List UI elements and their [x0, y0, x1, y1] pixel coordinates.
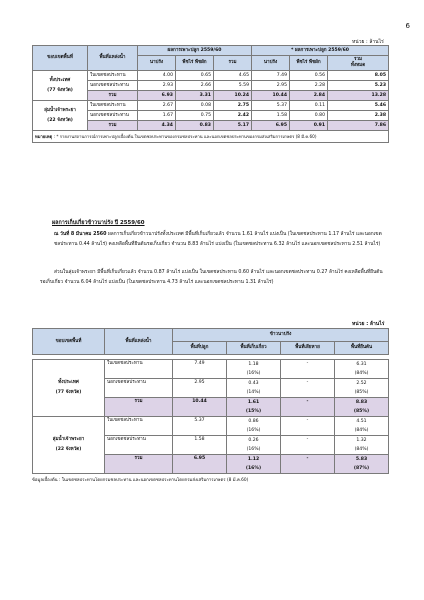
table2-source: ข้อมูลเบื้องต้น : ในเขตชลประทานโดยกรมชลประทาน และนอกเขตชลประทานโดยกรมส่งเสริมการเกษตร (8 มี.ค.60)	[32, 478, 249, 483]
cell: 6.93	[138, 91, 176, 101]
cell: 4.51	[335, 417, 389, 427]
cell-pct: (16%)	[227, 369, 281, 379]
table-row	[33, 360, 389, 370]
cell: 2.66	[176, 81, 214, 91]
th-standing: พื้นที่ยืนต้น	[335, 342, 389, 355]
cell: 2.38	[328, 111, 389, 121]
cell: 7.86	[328, 121, 389, 131]
cell-pct: (87%)	[335, 464, 389, 474]
cell: 2.28	[290, 81, 328, 91]
row-label: รวม	[105, 455, 173, 474]
cell: 2.52	[335, 379, 389, 389]
cell-pct: (85%)	[335, 407, 389, 417]
cell: 1.61	[227, 398, 281, 408]
cell-pct: (84%)	[335, 445, 389, 455]
table1-note: หมายเหตุ : * รายงานสถานการณ์การเพาะปลูกเบื้องต้น ในเขตชลประทานของกรมชลประทาน และนอกเขตชลประทานของกรมส่งเสริมการเกษตร (8 มี.ค.60)	[33, 131, 389, 143]
cell: 8.83	[335, 398, 389, 408]
section-title: ผลการเก็บเกี่ยวข้าวนาปรัง ปี 2559/60	[52, 220, 145, 226]
paragraph-2: ส่วนในลุ่มเจ้าพระยา มีพื้นที่เก็บเกี่ยวแล้ว จำนวน 0.87 ล้านไร่ แบ่งเป็น ในเขตชลประทาน 0.60 ล้านไร่ และนอกเขตชลประทาน 0.27 ล้านไร่ คงเหลือพื้นที่ยืนต้นรอเก็บเกี่ยว จำนวน 6.04 ล้านไร่ แบ่งเป็น (ในเขตชลประทาน 4.73 ล้านไร่ และนอกเขตชลประทาน 1.31 ล้านไร่)	[40, 270, 383, 285]
cell: 8.05	[328, 71, 389, 81]
cell: 1.32	[335, 436, 389, 446]
cell: 0.75	[176, 111, 214, 121]
cell: 0.91	[290, 121, 328, 131]
cell: 2.93	[138, 81, 176, 91]
cell: 4.00	[138, 71, 176, 81]
cell: -	[281, 398, 335, 417]
cell: 3.31	[176, 91, 214, 101]
row-label: ในเขตชลประทาน	[105, 360, 173, 379]
cell: 0.83	[176, 121, 214, 131]
row-label: รวม	[105, 398, 173, 417]
cell: 2.95	[252, 81, 290, 91]
th-damaged: พื้นที่เสียหาย	[281, 342, 335, 355]
harvest-table	[32, 328, 389, 355]
cell: 6.31	[335, 360, 389, 370]
cell: 6.95	[252, 121, 290, 131]
cell-pct: (16%)	[227, 426, 281, 436]
table2-unit: หน่วย : ล้านไร่	[352, 321, 385, 327]
row-label: นอกเขตชลประทาน	[88, 81, 138, 91]
th-rice2: นาปรัง	[252, 56, 290, 71]
cell: 10.24	[214, 91, 252, 101]
th-rice: นาปรัง	[138, 56, 176, 71]
cell: 1.12	[227, 455, 281, 465]
group-cell: ทั้งประเทศ (77 จังหวัด)	[33, 71, 88, 101]
th-total2: รวม ทั้งหมด	[328, 56, 389, 71]
cell: 0.65	[176, 71, 214, 81]
cell: 5.37	[252, 101, 290, 111]
cell-pct: (15%)	[227, 407, 281, 417]
cell: 4.34	[138, 121, 176, 131]
cell: 1.58	[252, 111, 290, 121]
cell: 5.37	[173, 417, 227, 436]
cell: 7.49	[173, 360, 227, 379]
group-cell: ลุ่มน้ำเจ้าพระยา (22 จังหวัด)	[33, 417, 105, 474]
cell: 0.80	[290, 111, 328, 121]
table-row	[33, 101, 389, 111]
cell: 2.42	[214, 111, 252, 121]
group-cell: ลุ่มน้ำเจ้าพระยา (22 จังหวัด)	[33, 101, 88, 131]
cell: -	[281, 360, 335, 379]
th-harvested: พื้นที่เก็บเกี่ยว	[227, 342, 281, 355]
cell-pct: (84%)	[335, 426, 389, 436]
row-label: รวม	[88, 121, 138, 131]
cell: 0.43	[227, 379, 281, 389]
cell: 0.56	[290, 71, 328, 81]
cell: 5.46	[328, 101, 389, 111]
th-source: พื้นที่แหล่งน้ำ	[105, 329, 173, 355]
cell: 0.11	[290, 101, 328, 111]
th-total: รวม	[214, 56, 252, 71]
row-label: ในเขตชลประทาน	[88, 71, 138, 81]
cell: 1.58	[173, 436, 227, 455]
cell: 2.67	[138, 101, 176, 111]
cell: 7.49	[252, 71, 290, 81]
cell: 2.95	[173, 379, 227, 398]
cell: 5.83	[335, 455, 389, 465]
group-cell: ทั้งประเทศ (77 จังหวัด)	[33, 360, 105, 417]
cell: 0.08	[176, 101, 214, 111]
cell: 5.59	[214, 81, 252, 91]
harvest-table-body	[32, 359, 389, 474]
cell-pct: (84%)	[335, 369, 389, 379]
th-plan-group: ผลการเพาะปลูก 2559/60	[138, 46, 252, 56]
row-label: รวม	[88, 91, 138, 101]
cell-pct: (16%)	[227, 464, 281, 474]
th-group: ข้าวนาปรัง	[173, 329, 389, 342]
cell: 2.84	[290, 91, 328, 101]
row-label: ในเขตชลประทาน	[88, 101, 138, 111]
th-actual-group: * ผลการเพาะปลูก 2559/60	[252, 46, 389, 56]
table-row	[33, 71, 389, 81]
cell: -	[281, 455, 335, 474]
table1-unit: หน่วย : ล้านไร่	[352, 39, 384, 45]
row-label: นอกเขตชลประทาน	[105, 379, 173, 398]
page-number: 6	[405, 22, 410, 30]
cell-pct: (14%)	[227, 388, 281, 398]
planting-table	[32, 45, 389, 143]
cell: 10.44	[173, 398, 227, 417]
cell: 4.65	[214, 71, 252, 81]
row-label: นอกเขตชลประทาน	[88, 111, 138, 121]
cell-pct: (85%)	[335, 388, 389, 398]
row-label: นอกเขตชลประทาน	[105, 436, 173, 455]
cell: 5.23	[328, 81, 389, 91]
cell: 10.44	[252, 91, 290, 101]
paragraph-1: ณ วันที่ 8 มีนาคม 2560 ผลการเก็บเกี่ยวข้าวนาปรังทั้งประเทศ มีพื้นที่เก็บเกี่ยวแล้ว จำนวน 1.61 ล้านไร่ แบ่งเป็น (ในเขตชลประทาน 1.17 ล้านไร่ และนอกเขตชลประทาน 0.44 ล้านไร่) คงเหลือพื้นที่ยืนต้นรอเก็บเกี่ยว จำนวน 8.83 ล้านไร่ แบ่งเป็น (ในเขตชลประทาน 6.32 ล้านไร่ และนอกเขตชลประทาน 2.51 ล้านไร่)	[54, 232, 382, 247]
cell: 5.17	[214, 121, 252, 131]
th-source: พื้นที่แหล่งน้ำ	[88, 46, 138, 71]
cell: 0.86	[227, 417, 281, 427]
cell: 1.18	[227, 360, 281, 370]
cell: -	[281, 379, 335, 398]
cell: 1.67	[138, 111, 176, 121]
table-row	[33, 417, 389, 427]
cell: 0.26	[227, 436, 281, 446]
cell: -	[281, 417, 335, 436]
th-other: พืชไร่ พืชผัก	[176, 56, 214, 71]
cell-pct: (16%)	[227, 445, 281, 455]
th-zone: ขอบเขตพื้นที่	[33, 46, 88, 71]
th-other2: พืชไร่ พืชผัก	[290, 56, 328, 71]
cell: 2.75	[214, 101, 252, 111]
th-zone: ขอบเขตพื้นที่	[33, 329, 105, 355]
row-label: ในเขตชลประทาน	[105, 417, 173, 436]
cell: -	[281, 436, 335, 455]
cell: 13.28	[328, 91, 389, 101]
cell: 6.95	[173, 455, 227, 474]
th-planted: พื้นที่ปลูก	[173, 342, 227, 355]
